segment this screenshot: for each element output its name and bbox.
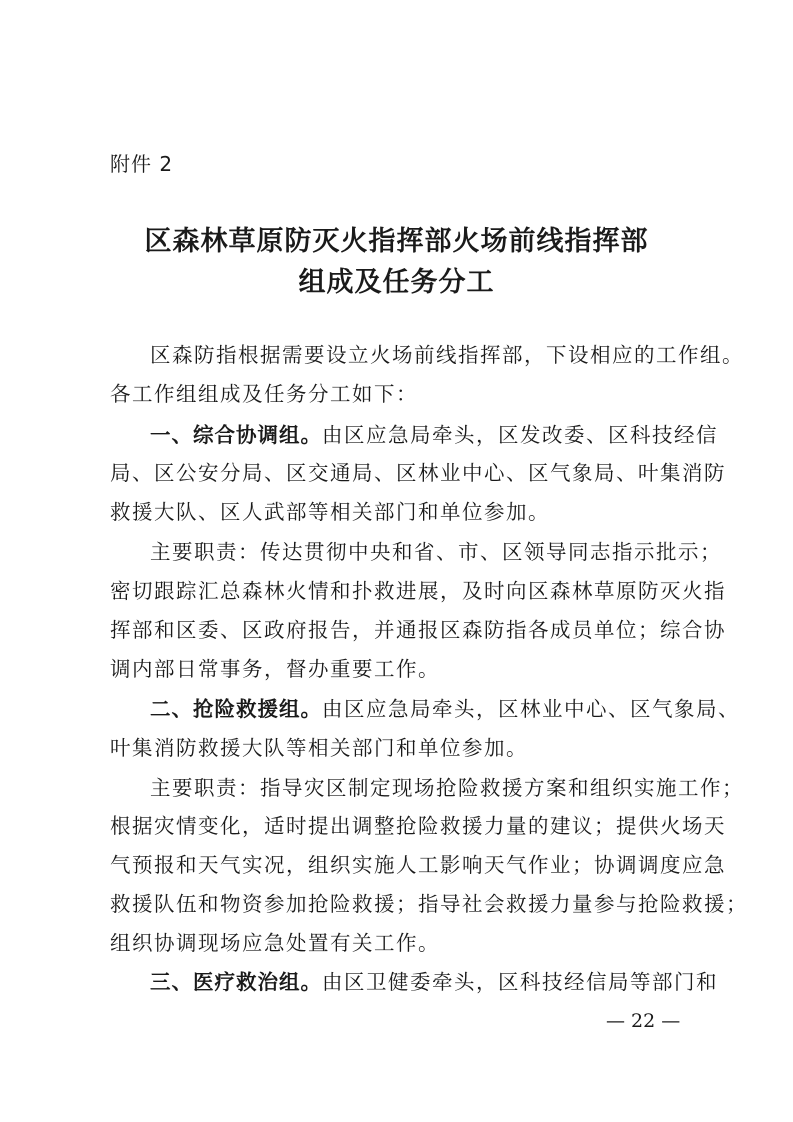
section-2-duties-line-2: 根据灾情变化，适时提出调整抢险救援力量的建议；提供火场天	[110, 814, 726, 838]
intro-line-2: 各工作组组成及任务分工如下：	[110, 382, 418, 406]
page-number-text: — 22 —	[606, 1010, 681, 1032]
section-3-heading: 三、医疗救治组。	[150, 970, 322, 994]
section-3-text: 由区卫健委牵头，区科技经信局等部门和	[322, 970, 718, 994]
section-1-heading: 一、综合协调组。	[150, 423, 322, 447]
section-2-duties-line-1: 主要职责：指导灾区制定现场抢险救援方案和组织实施工作；	[150, 776, 744, 800]
section-2-heading: 二、抢险救援组。	[150, 697, 322, 721]
section-2-text: 由区应急局牵头，区林业中心、区气象局、	[322, 697, 740, 721]
section-1-duties-line-1: 主要职责：传达贯彻中央和省、市、区领导同志指示批示；	[150, 540, 722, 564]
section-1-text: 由区应急局牵头，区发改委、区科技经信	[322, 423, 718, 447]
section-2-duties-line-5: 组织协调现场应急处置有关工作。	[110, 931, 440, 955]
document-title-line-2: 组成及任务分工	[298, 267, 495, 298]
section-1-line-3: 救援大队、区人武部等相关部门和单位参加。	[110, 500, 550, 524]
intro-line-1: 区森防指根据需要设立火场前线指挥部，下设相应的工作组。	[150, 343, 744, 367]
section-2-line-1	[150, 695, 740, 723]
attachment-label: 附件 2	[110, 152, 174, 176]
section-2-line-2: 叶集消防救援大队等相关部门和单位参加。	[110, 736, 528, 760]
section-2-duties-line-4: 救援队伍和物资参加抢险救援；指导社会救援力量参与抢险救援；	[110, 892, 748, 916]
section-1-duties-line-4: 调内部日常事务，督办重要工作。	[110, 657, 440, 681]
section-1-line-2: 局、区公安分局、区交通局、区林业中心、区气象局、叶集消防	[110, 461, 726, 485]
section-1-line-1	[150, 421, 718, 449]
section-3-line-1	[150, 968, 718, 996]
section-2-duties-line-3: 气预报和天气实况，组织实施人工影响天气作业；协调调度应急	[110, 853, 726, 877]
document-title-line-1: 区森林草原防灭火指挥部火场前线指挥部	[144, 226, 649, 257]
section-1-duties-line-2: 密切跟踪汇总森林火情和扑救进展，及时向区森林草原防灭火指	[110, 579, 726, 603]
section-1-duties-line-3: 挥部和区委、区政府报告，并通报区森防指各成员单位；综合协	[110, 618, 726, 642]
